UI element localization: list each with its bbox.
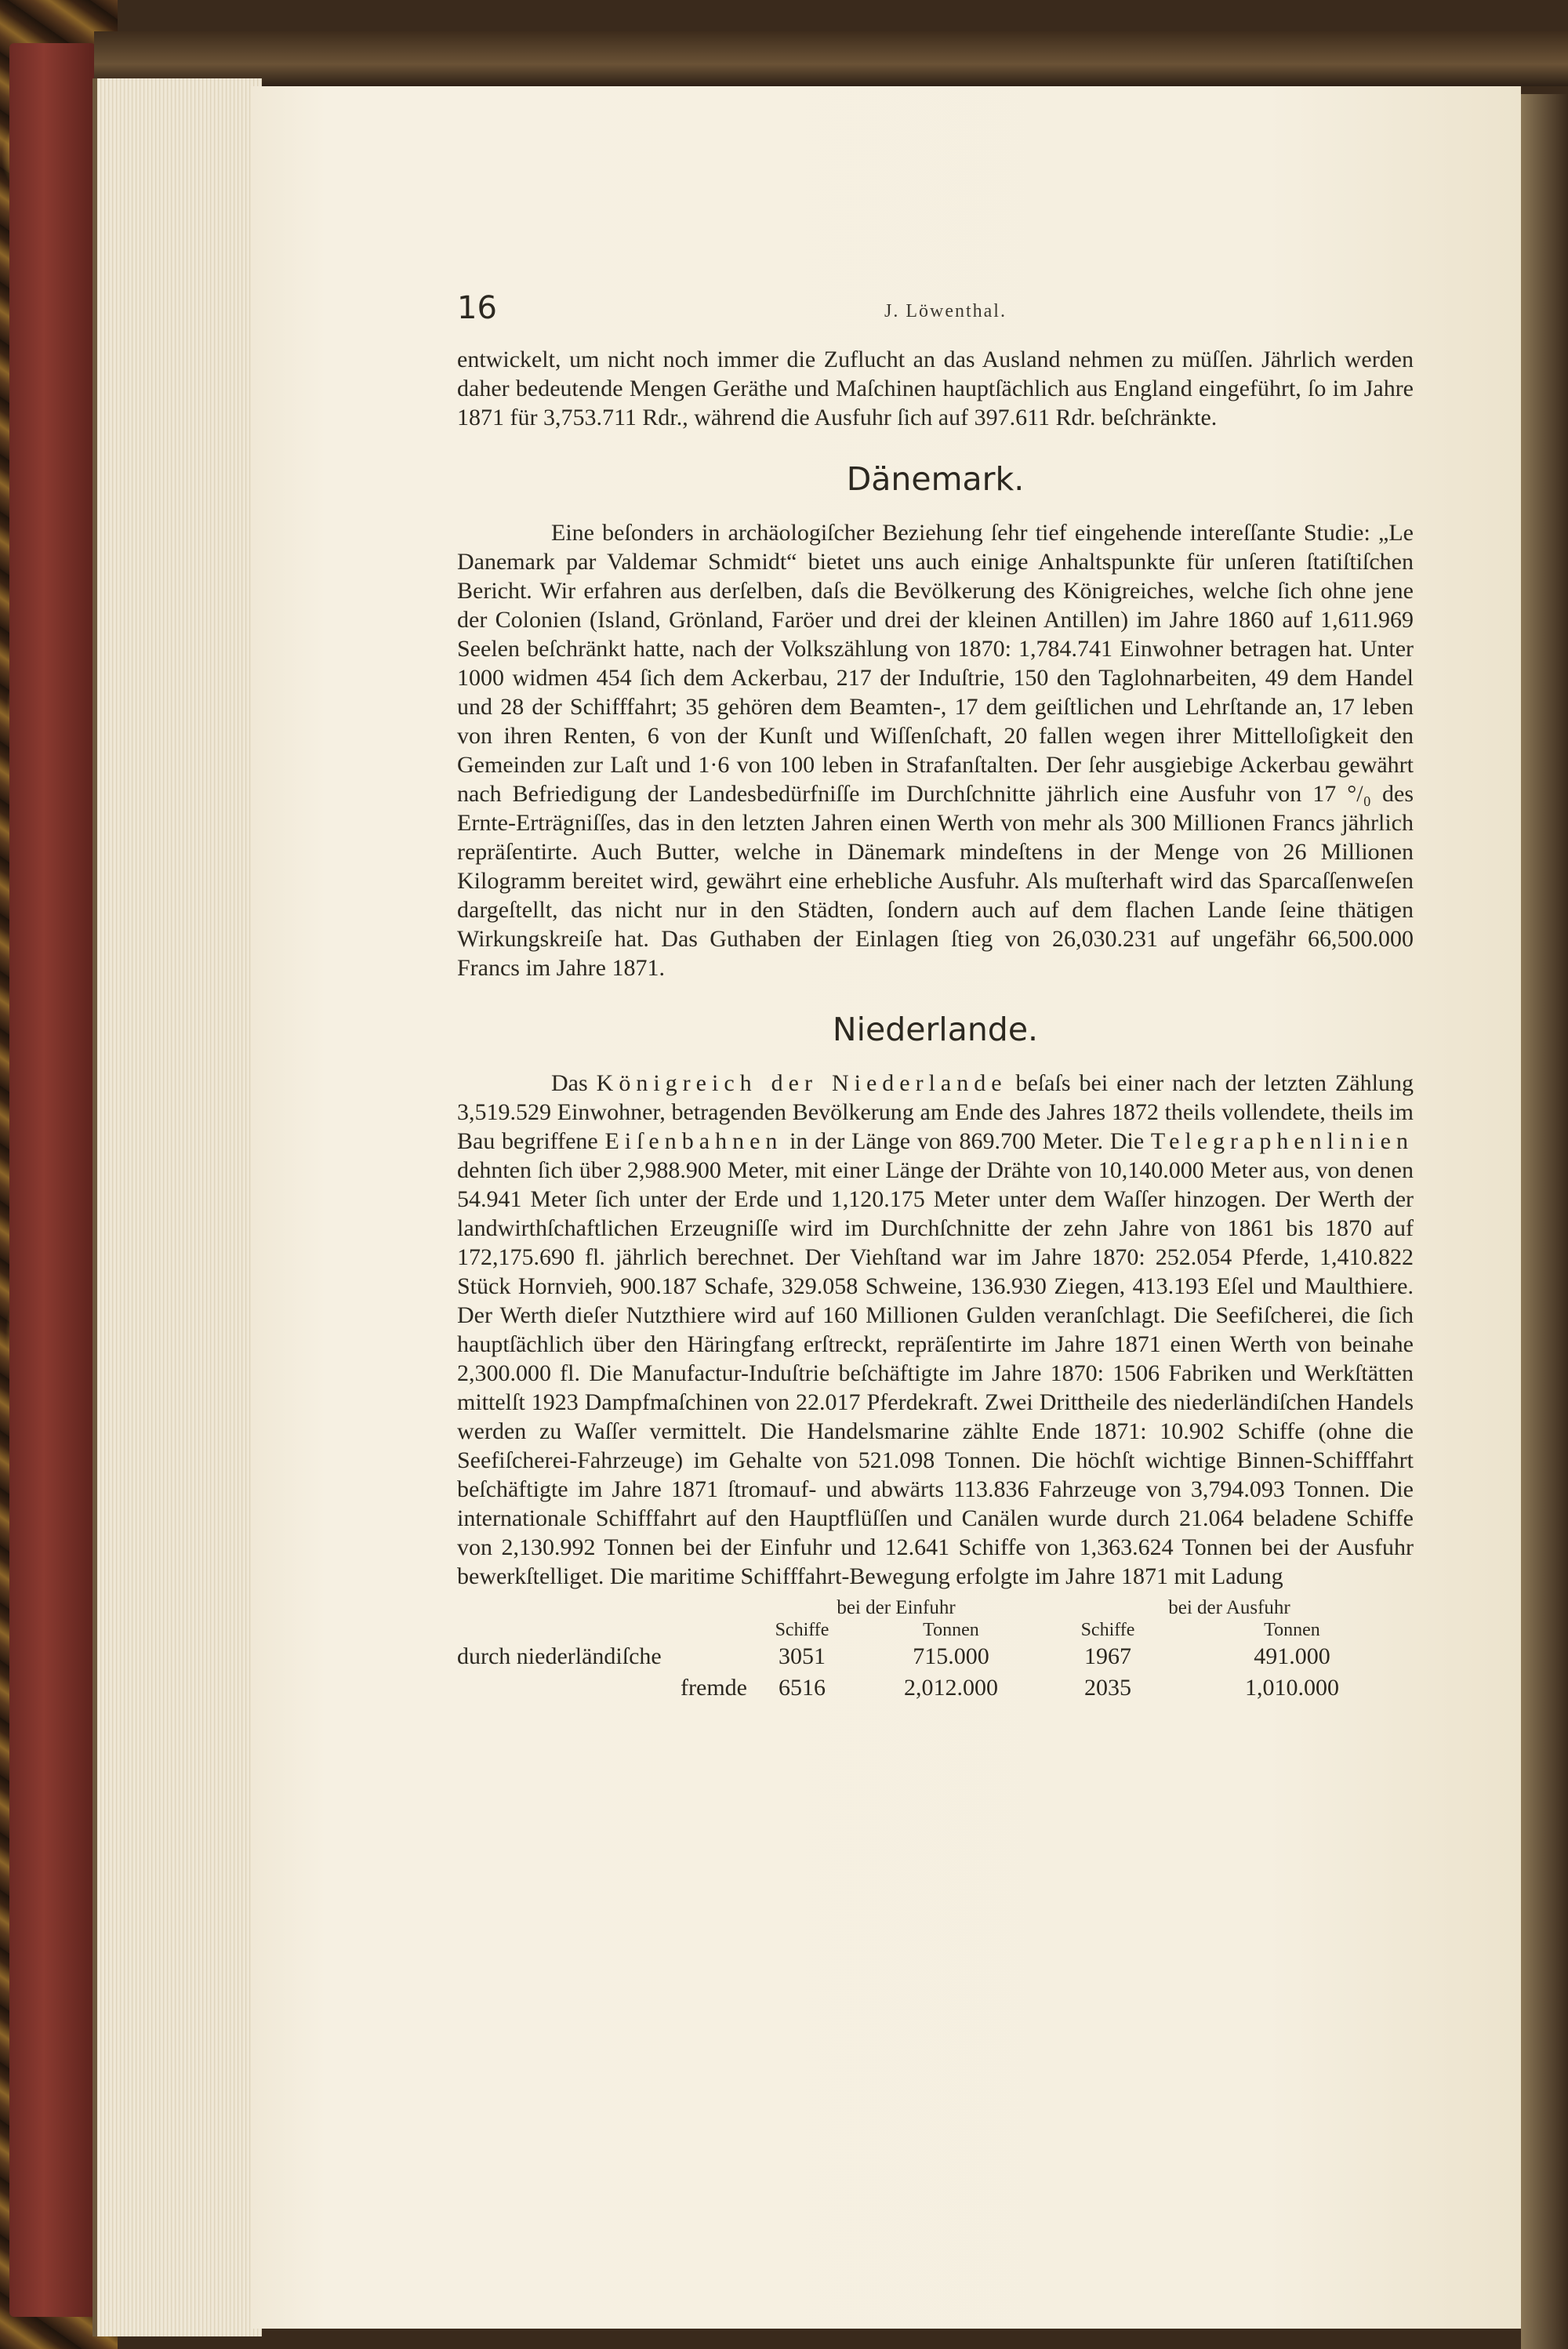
- table-row: [457, 1641, 1414, 1672]
- spaced-term-koenigreich: Königreich der Niederlande: [596, 1070, 1007, 1096]
- page-edges: [93, 78, 262, 2336]
- cell-import-tons: 715.000: [913, 1643, 989, 1669]
- col-import-tons: Tonnen: [923, 1620, 979, 1640]
- table-row: [457, 1672, 1414, 1704]
- spaced-term-eisenbahnen: Eiſenbahnen: [604, 1128, 783, 1154]
- page-right-edge: [1521, 94, 1568, 2349]
- row-label: fremde: [681, 1675, 747, 1701]
- cell-import-tons: 2,012.000: [904, 1675, 998, 1701]
- niederlande-lead: Das: [551, 1070, 597, 1096]
- group-export: bei der Ausfuhr: [1168, 1597, 1290, 1618]
- cell-export-ships: 2035: [1084, 1675, 1131, 1701]
- niederlande-text-1: beſaſs bei einer nach der letzten Zählung 3,519.529 Einwohner, betragenden Bevölkerung am Ende des Jahres 1872 theils vollendete, theils im Bau begriffene: [457, 1070, 1414, 1154]
- cell-export-tons: 1,010.000: [1245, 1675, 1339, 1701]
- col-export-tons: Tonnen: [1264, 1620, 1320, 1640]
- col-export-ships: Schiffe: [1080, 1620, 1135, 1640]
- group-import: bei der Einfuhr: [837, 1597, 956, 1618]
- cell-export-tons: 491.000: [1254, 1643, 1330, 1669]
- table-column-header: [457, 1619, 1414, 1641]
- table-group-header: [457, 1597, 1414, 1619]
- book-spine: [9, 43, 96, 2317]
- danemark-paragraph: Eine beſonders in archäologiſcher Beziehung ſehr tief eingehende intereſſante Studie: „Le Danemark par Valdemar Schmidt“ bietet uns auch einige Anhaltspunkte für unſeren ſtatiſtiſchen Bericht. Wir erfahren aus derſelben, daſs die Bevölkerung des Königreiches, welche ſich ohne jene der Colonien (Island, Grönland, Faröer und drei der kleinen Antillen) im Jahre 1860 auf 1,611.969 Seelen beſchränkt hatte, nach der Volkszählung von 1870: 1,784.741 Einwohner betragen hat. Unter 1000 widmen 454 ſich dem Ackerbau, 217 der Induſtrie, 150 den Taglohnarbeiten, 49 dem Handel und 28 der Schifffahrt; 35 gehören dem Beamten-, 17 dem geiſtlichen und Lehrſtande an, 17 leben von ihren Renten, 6 von der Kunſt und Wiſſenſchaft, 20 fallen wegen ihrer Mittelloſigkeit den Gemeinden zur Laſt und 1·6 von 100 leben in Strafanſtalten. Der ſehr ausgiebige Ackerbau gewährt nach Befriedigung der Landesbedürfniſſe im Durchſchnitte jährlich eine Ausfuhr von 17 °/₀ des Ernte-Erträgniſſes, das in den letzten Jahren einen Werth von mehr als 300 Millionen Francs jährlich repräſentirte. Auch Butter, welche in Dänemark mindeſtens in der Menge von 26 Millionen Kilogramm bereitet wird, gewährt eine erhebliche Ausfuhr. Als muſterhaft wird das Sparcaſſenweſen dargeſtellt, das nicht nur in den Städten, ſondern auch auf dem flachen Lande ſeine thätigen Wirkungskreiſe hat. Das Guthaben der Einlagen ſtieg von 26,030.231 auf ungefähr 66,500.000 Francs im Jahre 1871.: [457, 520, 1414, 981]
- shipping-table: [457, 1597, 1414, 1704]
- spaced-term-telegraphen: Telegraphenlinien: [1150, 1128, 1414, 1154]
- row-label: durch niederländiſche: [457, 1643, 662, 1669]
- section-heading-danemark: Dänemark.: [846, 460, 1025, 498]
- running-head: [457, 290, 1414, 345]
- niederlande-paragraph: [457, 1069, 1414, 1591]
- section-heading-niederlande: Niederlande.: [832, 1011, 1039, 1048]
- book-top-edge: [94, 31, 1568, 86]
- cell-import-ships: 3051: [779, 1643, 826, 1669]
- running-head-author: J. Löwenthal.: [884, 301, 1007, 321]
- col-import-ships: Schiffe: [775, 1620, 829, 1640]
- cell-export-ships: 1967: [1084, 1643, 1131, 1669]
- niederlande-text-2: in der Länge von 869.700 Meter. Die: [782, 1128, 1151, 1154]
- text-block: [457, 290, 1414, 1704]
- intro-paragraph: entwickelt, um nicht noch immer die Zuflucht an das Ausland nehmen zu müſſen. Jährlich werden daher bedeutende Mengen Geräthe und Maſchinen hauptſächlich aus England eingeführt, ſo im Jahre 1871 für 3,753.711 Rdr., während die Ausfuhr ſich auf 397.611 Rdr. beſchränkte.: [457, 347, 1414, 430]
- niederlande-text-3: dehnten ſich über 2,988.900 Meter, mit einer Länge der Drähte von 10,140.000 Meter aus, von denen 54.941 Meter ſich unter der Erde und 1,120.175 Meter unter dem Waſſer hinzogen. Der Werth der landwirthſchaftlichen Erzeugniſſe wird im Durchſchnitte der zehn Jahre von 1861 bis 1870 auf 172,175.690 fl. jährlich berechnet. Der Viehſtand war im Jahre 1870: 252.054 Pferde, 1,410.822 Stück Hornvieh, 900.187 Schafe, 329.058 Schweine, 136.930 Ziegen, 413.193 Eſel und Maulthiere. Der Werth dieſer Nutzthiere wird auf 160 Millionen Gulden veranſchlagt. Die Seefiſcherei, die ſich hauptſächlich über den Häringfang erſtreckt, repräſentirte im Jahre 1871 einen Werth von beinahe 2,300.000 fl. Die Manufactur-Induſtrie beſchäftigte im Jahre 1870: 1506 Fabriken und Werkſtätten mittelſt 1923 Dampfmaſchinen von 22.017 Pferdekraft. Zwei Drittheile des niederländiſchen Handels werden zu Waſſer vermittelt. Die Handelsmarine zählte Ende 1871: 10.902 Schiffe (ohne die Seefiſcherei-Fahrzeuge) im Gehalte von 521.098 Tonnen. Die höchſt wichtige Binnen-Schifffahrt beſchäftigte im Jahre 1871 ſtromauf- und abwärts 113.836 Fahrzeuge von 3,794.093 Tonnen. Die internationale Schifffahrt auf den Hauptflüſſen und Canälen wurde durch 21.064 beladene Schiffe von 2,130.992 Tonnen bei der Einfuhr und 12.641 Schiffe von 1,363.624 Tonnen bei der Ausfuhr bewerkſtelliget. Die maritime Schifffahrt-Bewegung erfolgte im Jahre 1871 mit Ladung: [457, 1157, 1414, 1589]
- page-number: 16: [457, 290, 497, 326]
- cell-import-ships: 6516: [779, 1675, 826, 1701]
